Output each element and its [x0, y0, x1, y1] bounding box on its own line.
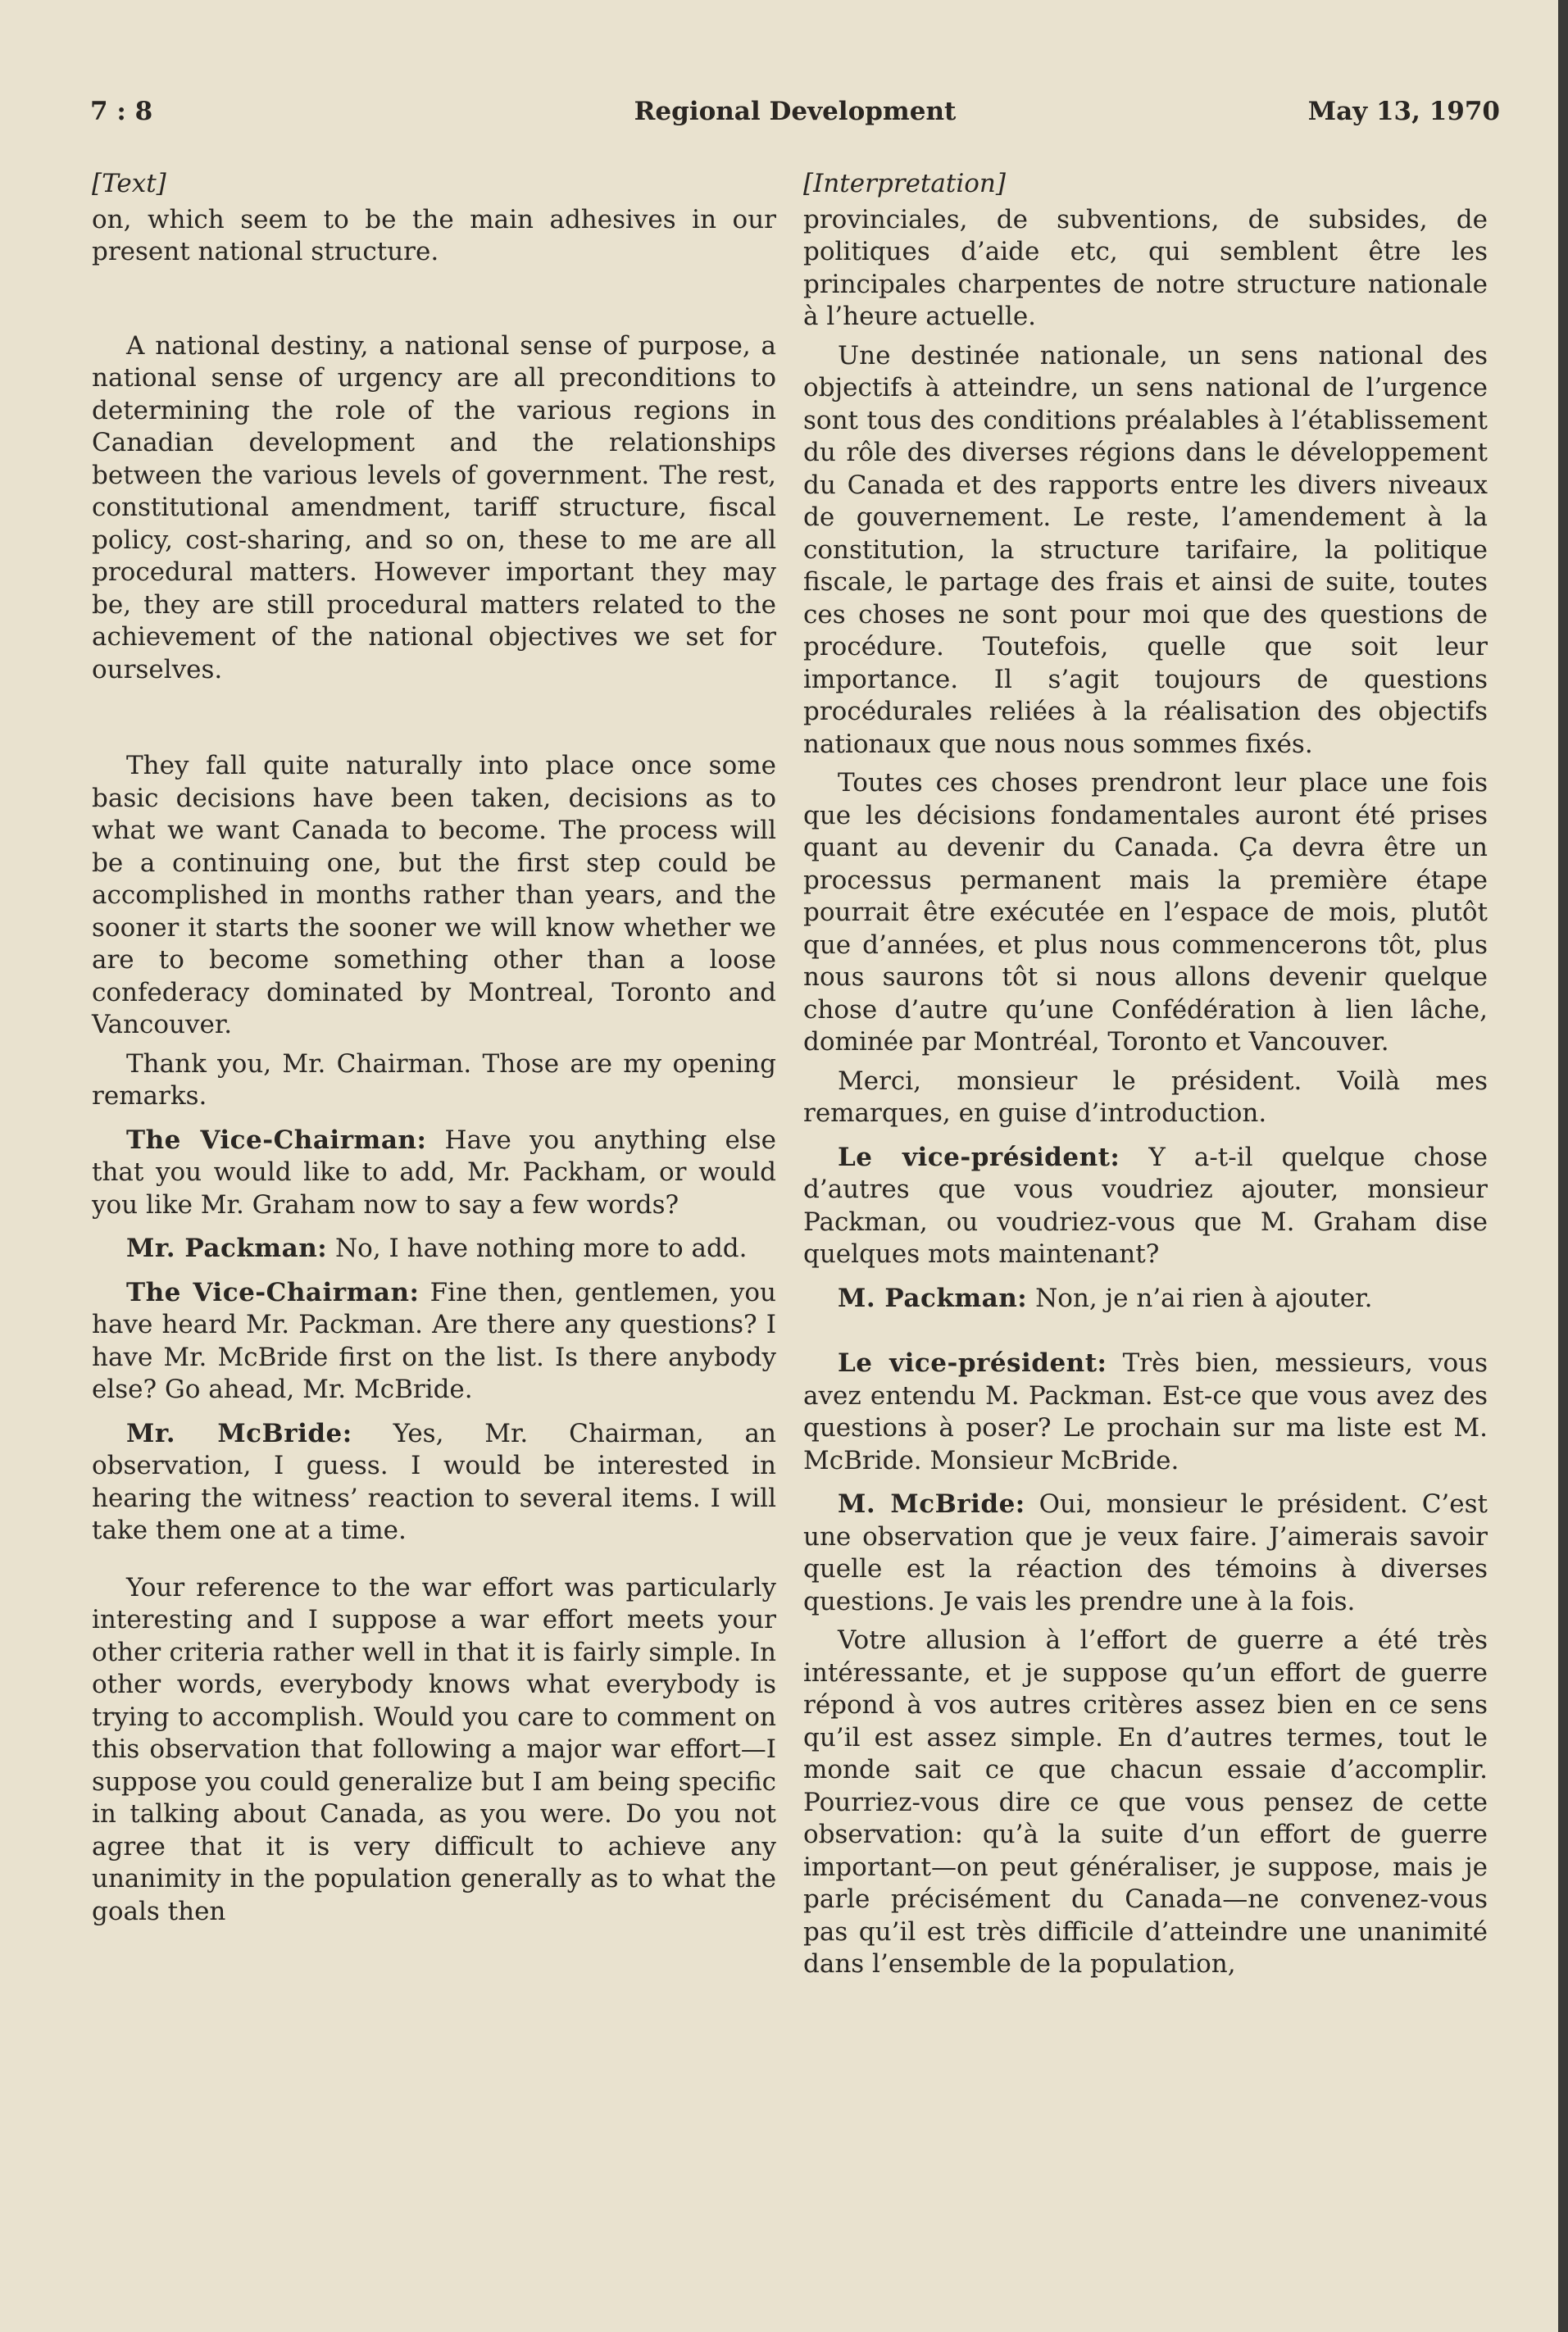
speaker-name: The Vice-Chairman: — [126, 1125, 427, 1155]
paragraph — [92, 330, 776, 687]
page-number: 7 : 8 — [90, 97, 153, 126]
paragraph — [803, 340, 1488, 761]
paragraph — [803, 1348, 1488, 1477]
paragraph-text: Votre allusion à l’effort de guerre a été très intéressante, et je suppose qu’un effort de guerre répond à vos autres critères assez bien en ce sens qu’il est assez simple. En d’autres termes, tout le monde sait ce que chacun essaie d’accomplir. Pourriez-vous dire ce que vous pensez de cette observation: qu’à la suite d’un effort de guerre important—on peut généraliser, je suppose, mais je parle précisément du Canada—ne convenez-vous pas qu’il est très difficile d’atteindre une unanimité dans l’ensemble de la population, — [803, 1625, 1488, 1979]
speaker-name: Mr. McBride: — [126, 1418, 352, 1448]
english-column — [92, 168, 776, 1934]
paragraph-text: Oui, monsieur le président. C’est une observation que je veux faire. J’aimerais savoir quelle est la réaction des témoins à diverses questions. Je vais les prendre une à la fois. — [803, 1489, 1488, 1616]
paragraph — [92, 750, 776, 1042]
paragraph — [92, 204, 776, 269]
running-title: Regional Development — [634, 97, 957, 126]
paragraph — [803, 1489, 1488, 1618]
paragraph-text: Non, je n’ai rien à ajouter. — [1035, 1283, 1373, 1313]
paragraph — [803, 1142, 1488, 1271]
page-binding-edge — [1558, 0, 1568, 2332]
paragraph-text: Très bien, messieurs, vous avez entendu M. Packman. Est-ce que vous avez des questions à poser? Le prochain sur ma liste est M. McBride. Monsieur McBride. — [803, 1348, 1488, 1475]
paragraph — [803, 1625, 1488, 1981]
speaker-name: Le vice-président: — [838, 1348, 1107, 1378]
speaker-name: Le vice-président: — [838, 1142, 1120, 1172]
column-label: [Text] — [92, 169, 166, 198]
paragraph — [803, 767, 1488, 1059]
paragraph — [92, 1048, 776, 1113]
paragraph-text: A national destiny, a national sense of purpose, a national sense of urgency are all preconditions to determining the role of the various regions in Canadian development and the relationships between the various levels of government. The rest, constitutional amendment, tariff structure, fiscal policy, cost-sharing, and so on, these to me are all procedural matters. However important they may be, they are still procedural matters related to the achievement of the national objectives we set for ourselves. — [92, 330, 776, 684]
paragraph-text: Fine then, gentlemen, you have heard Mr. Packman. Are there any questions? I have Mr. McBride first on the list. Is there anybody else? Go ahead, Mr. McBride. — [92, 1277, 776, 1404]
paragraph-text: Une destinée nationale, un sens national des objectifs à atteindre, un sens national de l’urgence sont tous des conditions préalables à l’établissement du rôle des diverses régions dans le développement du Canada et des rapports entre les divers niveaux de gouvernement. Le reste, l’amendement à la constitution, la structure tarifaire, la politique fiscale, le partage des frais et ainsi de suite, toutes ces choses ne sont pour moi que des questions de procédure. Toutefois, quelle que soit leur importance. Il s’agit toujours de questions procédurales reliées à la réalisation des objectifs nationaux que nous nous sommes fixés. — [803, 340, 1488, 759]
paragraph — [803, 204, 1488, 334]
paragraph-text: on, which seem to be the main adhesives in our present national structure. — [92, 204, 776, 266]
paragraph-text: Have you anything else that you would like to add, Mr. Packham, or would you like Mr. Graham now to say a few words? — [92, 1125, 777, 1220]
paragraph — [92, 1233, 776, 1266]
column-label: [Interpretation] — [803, 169, 1006, 198]
speaker-name: The Vice-Chairman: — [126, 1277, 420, 1307]
paragraph-text: Merci, monsieur le président. Voilà mes remarques, en guise d’introduction. — [803, 1066, 1488, 1128]
page-date: May 13, 1970 — [1307, 97, 1500, 126]
paragraph-text: Your reference to the war effort was particularly interesting and I suppose a war effort meets your other criteria rather well in that it is fairly simple. In other words, everybody knows what everybody is trying to accomplish. Would you care to comment on this observation that following a major war effort—I suppose you could generalize but I am being specific in talking about Canada, as you were. Do you not agree that it is very difficult to achieve any unanimity in the population generally as to what the goals then — [92, 1572, 776, 1926]
speaker-name: M. Packman: — [838, 1283, 1028, 1313]
speaker-name: Mr. Packman: — [126, 1234, 328, 1263]
paragraph-text: They fall quite naturally into place once some basic decisions have been taken, decisions as to what we want Canada to become. The process will be a continuing one, but the first step could be accomplished in months rather than years, and the sooner it starts the sooner we will know whether we are to become something other than a loose confederacy dominated by Montreal, Toronto and Vancouver. — [92, 751, 776, 1039]
paragraph-text: Y a-t-il quelque chose d’autres que vous voudriez ajouter, monsieur Packman, ou voudriez-vous que M. Graham dise quelques mots maintenant? — [803, 1142, 1488, 1269]
paragraph — [92, 1277, 776, 1407]
paragraph-text: provinciales, de subventions, de subsides, de politiques d’aide etc, qui semblent être les principales charpentes de notre structure nationale à l’heure actuelle. — [803, 204, 1488, 331]
paragraph-text: Toutes ces choses prendront leur place une fois que les décisions fondamentales auront été prises quant au devenir du Canada. Ça devra être un processus permanent mais la première étape pourrait être exécutée en l’espace de mois, plutôt que d’années, et plus nous commencerons tôt, plus nous saurons tôt si nous allons devenir quelque chose d’autre qu’une Confédération à lien lâche, dominée par Montréal, Toronto et Vancouver. — [803, 768, 1488, 1057]
paragraph — [92, 1418, 776, 1548]
paragraph — [803, 1066, 1488, 1130]
paragraph-text: Yes, Mr. Chairman, an observation, I guess. I would be interested in hearing the witness’ reaction to several items. I will take them one at a time. — [92, 1418, 776, 1545]
paragraph-text: Thank you, Mr. Chairman. Those are my opening remarks. — [92, 1048, 776, 1111]
paragraph-text: No, I have nothing more to add. — [335, 1234, 748, 1263]
french-column — [803, 168, 1488, 1988]
speaker-name: M. McBride: — [838, 1489, 1025, 1519]
paragraph — [92, 1125, 776, 1222]
paragraph — [92, 1572, 776, 1929]
paragraph — [803, 1283, 1488, 1316]
